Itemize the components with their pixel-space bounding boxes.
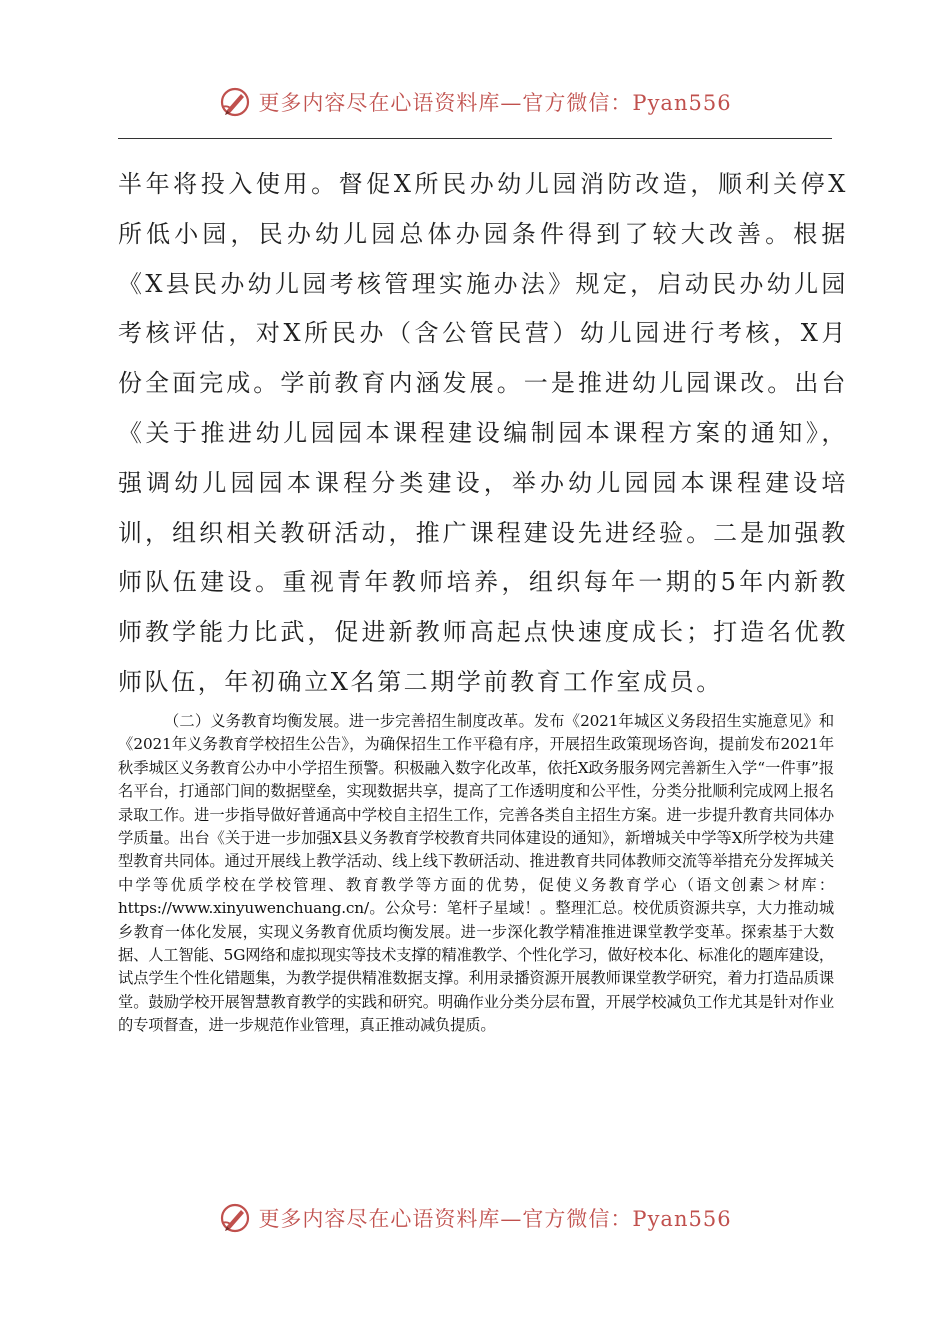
header-banner-text: 更多内容尽在心语资料库—官方微信：Pyan556 — [258, 91, 732, 115]
header-divider — [118, 138, 832, 139]
footer-banner — [0, 1196, 950, 1240]
pen-logo-icon — [218, 85, 252, 119]
header-banner — [0, 80, 950, 124]
body-paragraph-2: （二）义务教育均衡发展。进一步完善招生制度改革。发布《2021年城区义务段招生实施意见》和《2021年义务教育学校招生公告》，为确保招生工作平稳有序，开展招生政策现场咨询，提前发布2021年秋季城区义务教育公办中小学招生预警。积极融入数字化改革，依托X政务服务网完善新生入学“一件事”报名平台，打通部门间的数据壁垒，实现数据共享，提高了工作透明度和公平性，分类分批顺利完成网上报名录取工作。进一步指导做好普通高中学校自主招生工作，完善各类自主招生方案。进一步提升教育共同体办学质量。出台《关于进一步加强X县义务教育学校教育共同体建设的通知》，新增城关中学等X所学校为共建型教育共同体。通过开展线上教学活动、线上线下教研活动、推进教育共同体教师交流等举措充分发挥城关中学等优质学校在学校管理、教育教学等方面的优势，促使义务教育学心（语文创素＞材库：https://www.xinyuwenchuang.cn/。公众号：笔杆子星域！。整理汇总。校优质资源共享，大力推动城乡教育一体化发展，实现义务教育优质均衡发展。进一步深化教学精准推进课堂教学变革。探索基于大数据、人工智能、5G网络和虚拟现实等技术支撑的精准教学、个性化学习，做好校本化、标准化的题库建设，试点学生个性化错题集，为教学提供精准数据支撑。利用录播资源开展教师课堂教学研究，着力打造品质课堂。鼓励学校开展智慧教育教学的实践和研究。明确作业分类分层布置，开展学校减负工作尤其是针对作业的专项督查，进一步规范作业管理，真正推动减负提质。 — [118, 712, 835, 1035]
footer-banner-text: 更多内容尽在心语资料库—官方微信：Pyan556 — [258, 1207, 732, 1231]
body-paragraph-1: 半年将投入使用。督促X所民办幼儿园消防改造，顺利关停X所低小园，民办幼儿园总体办园条件得到了较大改善。根据《X县民办幼儿园考核管理实施办法》规定，启动民办幼儿园考核评估，对X所民办（含公管民营）幼儿园进行考核，X月份全面完成。学前教育内涵发展。一是推进幼儿园课改。出台《关于推进幼儿园园本课程建设编制园本课程方案的通知》，强调幼儿园园本课程分类建设，举办幼儿园园本课程建设培训，组织相关教研活动，推广课程建设先进经验。二是加强教师队伍建设。重视青年教师培养，组织每年一期的5年内新教师教学能力比武，促进新教师高起点快速度成长；打造名优教师队伍，年初确立X名第二期学前教育工作室成员。 — [118, 170, 848, 696]
pen-logo-icon — [218, 1201, 252, 1235]
